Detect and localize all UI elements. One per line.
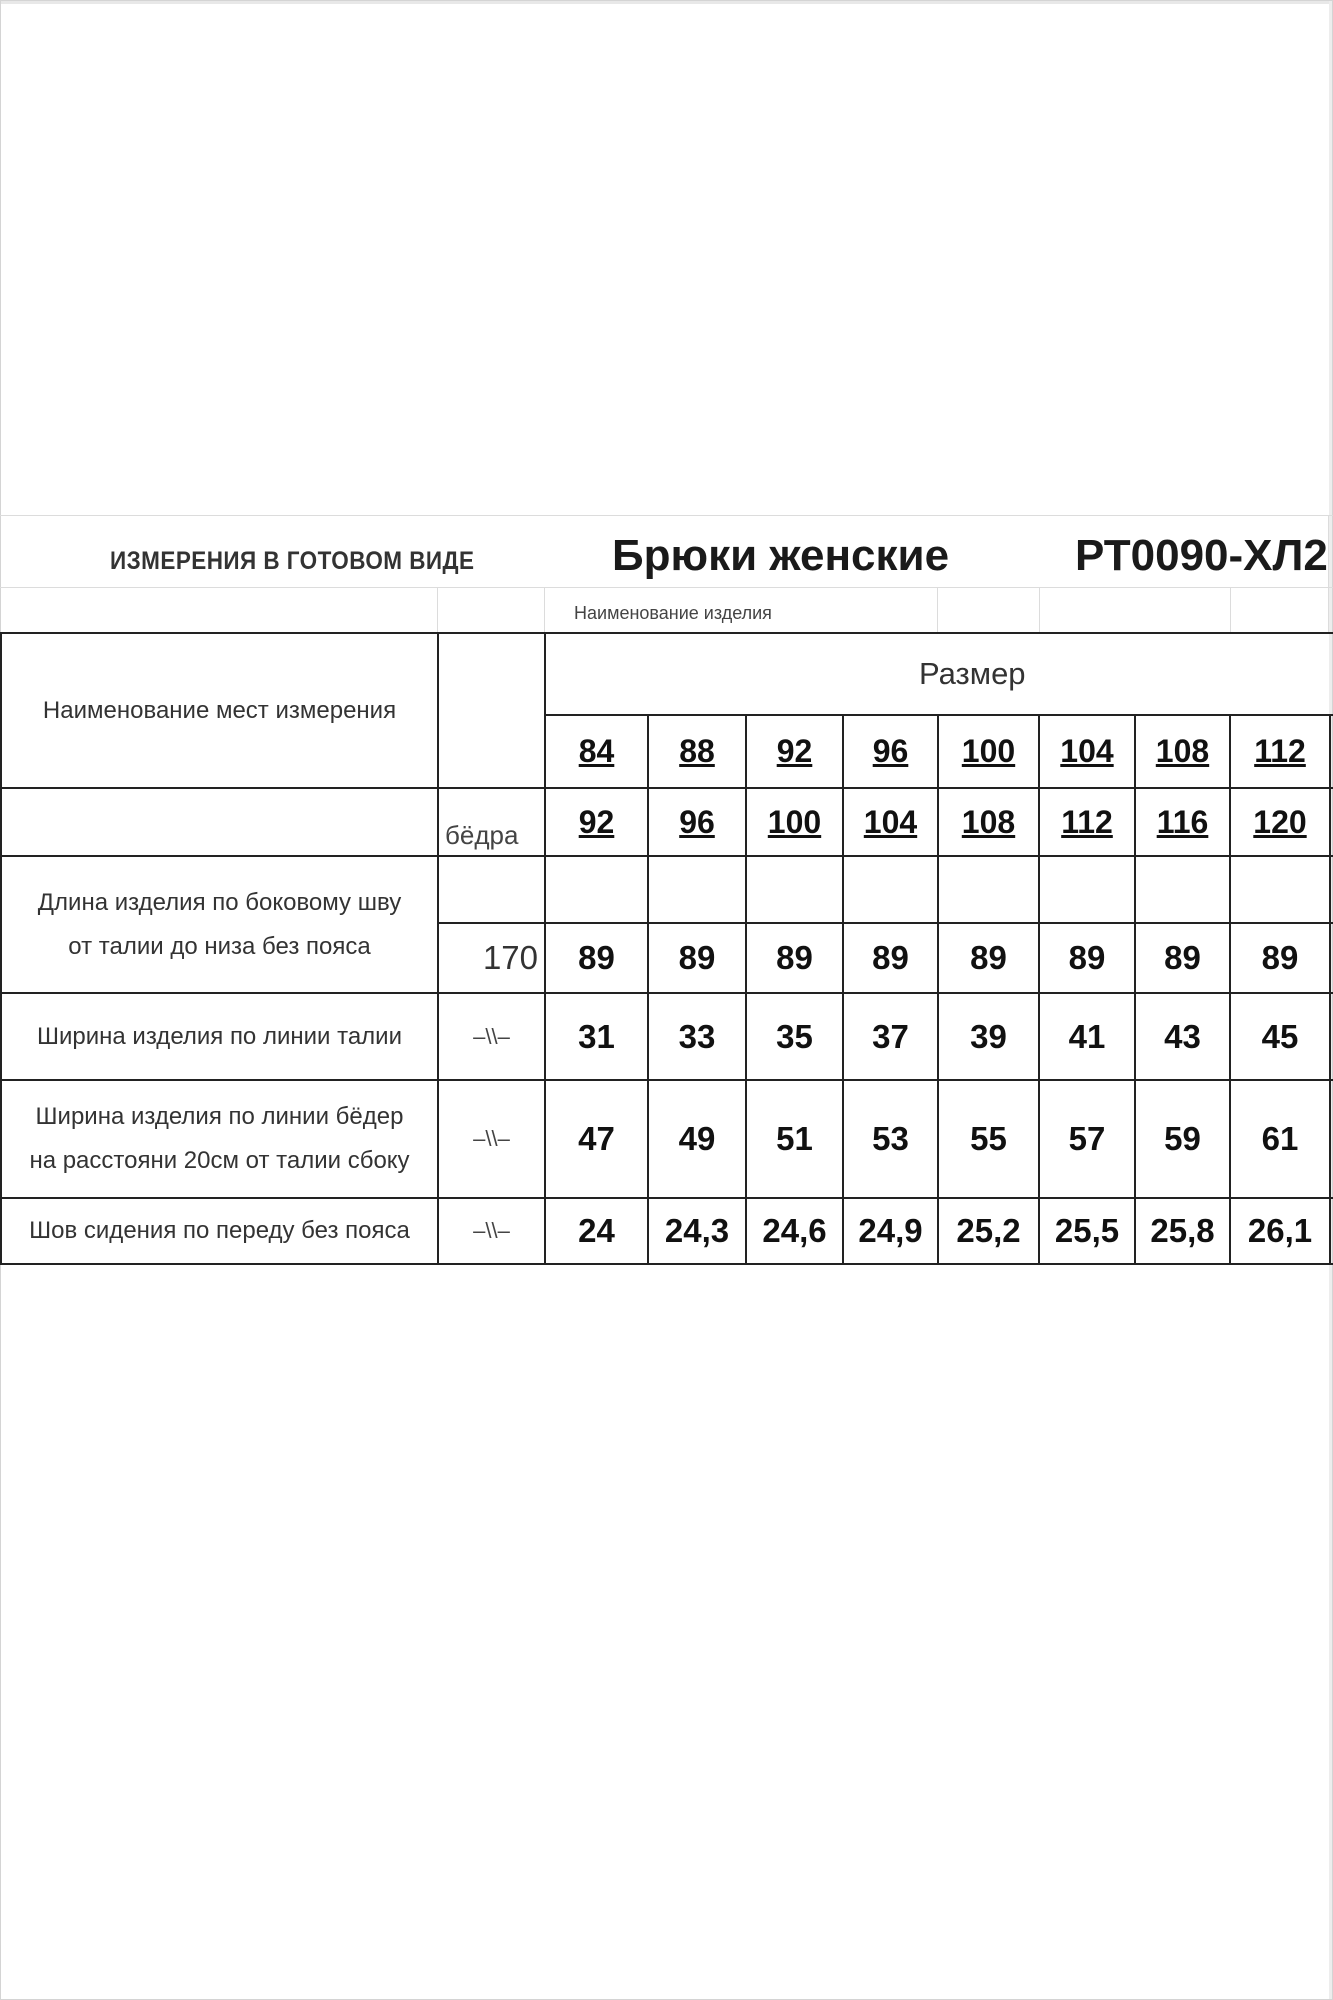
size-cell xyxy=(938,715,1039,788)
empty-cell xyxy=(938,856,1039,923)
length-row-top xyxy=(1,856,1333,923)
hip-value: 92 xyxy=(578,803,615,840)
empty-cell xyxy=(1039,856,1135,923)
measure-label-line: Длина изделия по боковому шву xyxy=(37,888,402,916)
value-cell xyxy=(938,993,1039,1080)
grid-line xyxy=(1039,587,1040,632)
size-value: 92 xyxy=(776,733,813,769)
hip-cell xyxy=(746,788,843,856)
value-cell xyxy=(1039,1080,1135,1198)
measure-value: 89 xyxy=(1164,939,1201,976)
hip-value: 116 xyxy=(1156,803,1209,840)
value-cell xyxy=(1135,993,1230,1080)
value-cell xyxy=(843,923,938,993)
hips-row xyxy=(1,788,1333,856)
value-cell xyxy=(545,993,648,1080)
hip-cell xyxy=(1135,788,1230,856)
measure-value: 25,8 xyxy=(1150,1212,1215,1249)
grid-line xyxy=(1230,587,1231,632)
sheet-caption: ИЗМЕРЕНИЯ В ГОТОВОМ ВИДЕ xyxy=(110,547,475,575)
hip-label: бёдра xyxy=(445,820,519,850)
measure-value: 43 xyxy=(1164,1017,1201,1055)
hip-label-cell xyxy=(438,788,545,856)
measure-value: 57 xyxy=(1068,1120,1106,1157)
measure-label-cell xyxy=(1,1198,438,1264)
measure-value: 31 xyxy=(578,1017,615,1055)
empty-cell xyxy=(438,633,545,788)
grid-line xyxy=(0,515,1333,516)
measure-value: 24,3 xyxy=(664,1212,730,1249)
value-cell xyxy=(1230,993,1330,1080)
size-cell xyxy=(648,715,746,788)
seat-seam-row xyxy=(1,1198,1333,1264)
value-cell xyxy=(545,1198,648,1264)
measure-value: 45 xyxy=(1261,1017,1299,1055)
measure-value: 24 xyxy=(578,1212,615,1249)
hip-value: 108 xyxy=(961,803,1016,840)
hip-cell xyxy=(648,788,746,856)
measure-value: 53 xyxy=(872,1120,909,1157)
measure-value: 55 xyxy=(970,1120,1007,1157)
size-cell xyxy=(843,715,938,788)
measure-label-line: Ширина изделия по линии бёдер xyxy=(35,1103,404,1130)
ref-cell xyxy=(438,1198,545,1264)
measure-value: 89 xyxy=(970,939,1007,976)
size-value: 108 xyxy=(1155,733,1210,769)
value-cell xyxy=(1039,1198,1135,1264)
measure-header-cell xyxy=(1,633,438,788)
value-cell xyxy=(1039,923,1135,993)
value-cell xyxy=(545,1080,648,1198)
value-cell xyxy=(1230,923,1330,993)
empty-cell xyxy=(545,856,648,923)
empty-cell xyxy=(1,788,438,856)
value-cell xyxy=(1230,1198,1330,1264)
value-cell xyxy=(1135,1198,1230,1264)
product-title: Брюки женские xyxy=(612,531,950,580)
measurement-sheet xyxy=(0,515,1333,1275)
measure-value: 49 xyxy=(678,1120,716,1157)
empty-cell xyxy=(1230,856,1330,923)
hip-value: 96 xyxy=(679,803,715,840)
empty-cell xyxy=(843,856,938,923)
measure-value: 35 xyxy=(776,1017,813,1055)
hip-cell xyxy=(545,788,648,856)
measure-value: 24,9 xyxy=(858,1212,923,1249)
measure-value: 51 xyxy=(776,1120,813,1157)
grid-line xyxy=(1328,515,1329,632)
empty-cell xyxy=(1135,856,1230,923)
measure-value: 89 xyxy=(1261,939,1299,976)
empty-cell xyxy=(746,856,843,923)
measure-value: 89 xyxy=(872,939,909,976)
hip-width-row xyxy=(1,1080,1333,1198)
value-cell xyxy=(746,993,843,1080)
grid-line xyxy=(0,587,1333,588)
value-cell xyxy=(648,1198,746,1264)
hip-cell xyxy=(843,788,938,856)
size-value: 88 xyxy=(679,733,715,769)
measure-value: 59 xyxy=(1164,1120,1201,1157)
hip-value: 112 xyxy=(1061,803,1113,840)
measure-value: 25,5 xyxy=(1054,1212,1120,1249)
size-value: 96 xyxy=(872,733,909,769)
measure-value: 89 xyxy=(776,939,813,976)
grid-line xyxy=(937,587,938,632)
ref-cell xyxy=(438,923,545,993)
height-value: 170 xyxy=(482,939,538,976)
value-cell xyxy=(746,1080,843,1198)
size-cell xyxy=(1135,715,1230,788)
size-cell xyxy=(1039,715,1135,788)
value-cell xyxy=(648,923,746,993)
value-cell xyxy=(746,1198,843,1264)
table-header-row xyxy=(1,633,1333,715)
measure-value: 89 xyxy=(678,939,716,976)
size-cell xyxy=(746,715,843,788)
measure-value: 41 xyxy=(1068,1017,1106,1055)
measure-label-cell xyxy=(1,1080,438,1198)
empty-cell xyxy=(648,856,746,923)
measure-value: 24,6 xyxy=(762,1212,827,1249)
size-cell xyxy=(1230,715,1330,788)
measure-label-cell xyxy=(1,856,438,993)
size-header-cell xyxy=(545,633,1333,715)
measure-value: 89 xyxy=(578,939,615,976)
hip-cell xyxy=(938,788,1039,856)
size-value: 100 xyxy=(961,733,1016,769)
value-cell xyxy=(1135,1080,1230,1198)
size-value: 104 xyxy=(1060,733,1114,769)
size-value: 112 xyxy=(1254,733,1306,769)
hip-value: 104 xyxy=(863,803,918,840)
value-cell xyxy=(938,1198,1039,1264)
measure-label-cell xyxy=(1,993,438,1080)
size-cell xyxy=(545,715,648,788)
product-code: РТ0090-ХЛ2 xyxy=(1075,531,1328,580)
ditto-mark: –\\– xyxy=(473,1218,510,1243)
hip-cell xyxy=(1039,788,1135,856)
value-cell xyxy=(648,1080,746,1198)
value-cell xyxy=(1230,1080,1330,1198)
value-cell xyxy=(545,923,648,993)
measure-value: 25,2 xyxy=(956,1212,1021,1249)
value-cell xyxy=(1039,993,1135,1080)
empty-cell xyxy=(438,856,545,923)
measure-header-label: Наименование мест измерения xyxy=(42,696,397,724)
measure-value: 39 xyxy=(970,1017,1007,1055)
grid-line xyxy=(544,587,545,632)
ref-cell xyxy=(438,1080,545,1198)
value-cell xyxy=(938,923,1039,993)
value-cell xyxy=(746,923,843,993)
waist-width-row xyxy=(1,993,1333,1080)
value-cell xyxy=(843,993,938,1080)
value-cell xyxy=(1135,923,1230,993)
measure-value: 33 xyxy=(678,1017,716,1055)
ref-cell xyxy=(438,993,545,1080)
size-value: 84 xyxy=(578,733,615,769)
measure-label-line: Шов сидения по переду без пояса xyxy=(29,1217,410,1244)
grid-line xyxy=(437,587,438,632)
measure-value: 61 xyxy=(1261,1120,1299,1157)
ditto-mark: –\\– xyxy=(473,1126,510,1151)
value-cell xyxy=(938,1080,1039,1198)
value-cell xyxy=(843,1198,938,1264)
ditto-mark: –\\– xyxy=(473,1023,510,1049)
measure-value: 37 xyxy=(872,1017,909,1055)
measure-value: 47 xyxy=(578,1120,615,1157)
value-cell xyxy=(648,993,746,1080)
measure-value: 89 xyxy=(1068,939,1106,976)
size-header-label: Размер xyxy=(919,656,1026,691)
size-chart-table xyxy=(0,632,1333,1265)
product-name-caption: Наименование изделия xyxy=(574,603,772,623)
measure-value: 26,1 xyxy=(1247,1212,1313,1249)
measure-label-line: Ширина изделия по линии талии xyxy=(37,1022,402,1050)
hip-value: 120 xyxy=(1253,803,1307,840)
measure-label-line: от талии до низа без пояса xyxy=(68,932,371,960)
value-cell xyxy=(843,1080,938,1198)
measure-label-line: на расстояни 20см от талии сбоку xyxy=(29,1147,410,1174)
hip-cell xyxy=(1230,788,1330,856)
hip-value: 100 xyxy=(767,803,822,840)
